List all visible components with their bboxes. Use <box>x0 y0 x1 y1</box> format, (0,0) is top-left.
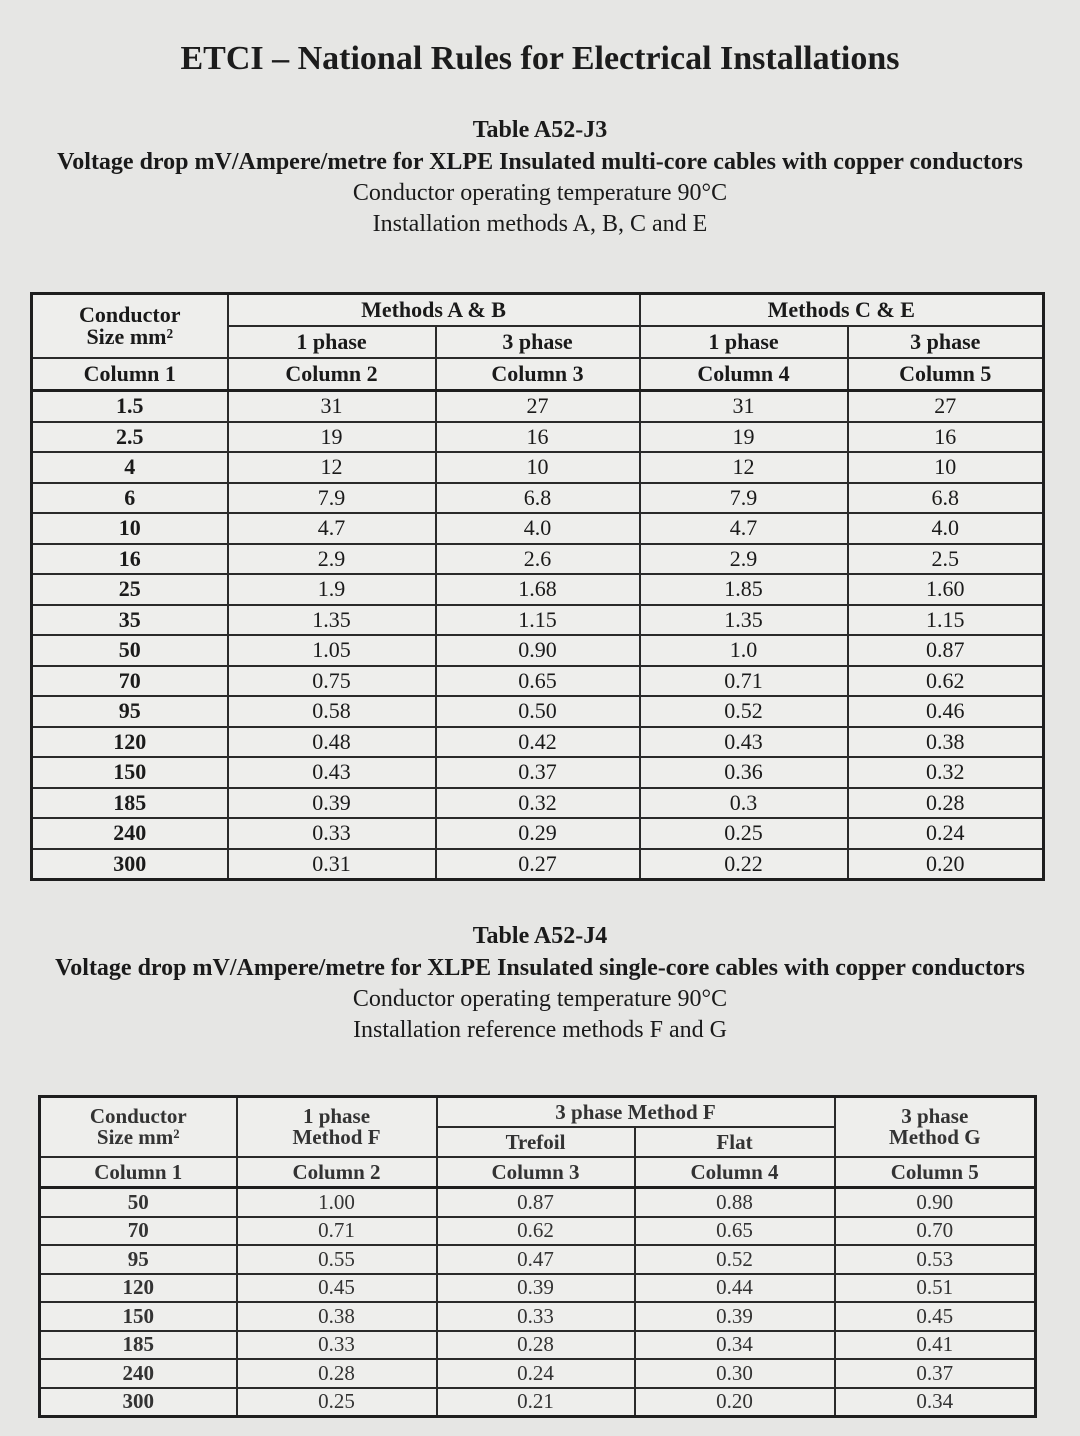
voltage-drop-cell: 16 <box>436 422 640 453</box>
voltage-drop-cell: 0.39 <box>228 788 436 819</box>
phase-label: 1 phase <box>302 1104 371 1128</box>
conductor-size-cell: 50 <box>32 635 228 666</box>
voltage-drop-cell: 0.88 <box>635 1188 835 1217</box>
voltage-drop-cell: 0.33 <box>237 1331 437 1360</box>
f-1phase-header <box>237 1097 437 1158</box>
voltage-drop-cell: 0.20 <box>848 849 1044 880</box>
voltage-drop-cell: 0.24 <box>437 1359 635 1388</box>
voltage-drop-cell: 2.9 <box>640 544 848 575</box>
column-5-label: Column 5 <box>835 1157 1036 1188</box>
table-row <box>40 1217 1036 1246</box>
table-row <box>32 391 1044 422</box>
column-3-label: Column 3 <box>437 1157 635 1188</box>
voltage-drop-cell: 2.6 <box>436 544 640 575</box>
table-row <box>32 574 1044 605</box>
conductor-size-cell: 70 <box>40 1217 237 1246</box>
voltage-drop-cell: 0.87 <box>437 1188 635 1217</box>
voltage-drop-cell: 0.33 <box>228 818 436 849</box>
voltage-drop-cell: 0.32 <box>848 757 1044 788</box>
conductor-label: Conductor <box>79 302 181 327</box>
voltage-drop-cell: 0.38 <box>848 727 1044 758</box>
table-row <box>32 818 1044 849</box>
voltage-drop-cell: 0.28 <box>437 1331 635 1360</box>
voltage-drop-cell: 0.47 <box>437 1245 635 1274</box>
voltage-drop-cell: 0.62 <box>437 1217 635 1246</box>
voltage-drop-cell: 0.45 <box>835 1302 1036 1331</box>
voltage-drop-cell: 0.28 <box>848 788 1044 819</box>
conductor-size-cell: 300 <box>32 849 228 880</box>
column-5-label: Column 5 <box>848 358 1044 391</box>
table-row <box>32 696 1044 727</box>
voltage-drop-cell: 0.55 <box>237 1245 437 1274</box>
voltage-drop-cell: 1.15 <box>436 605 640 636</box>
voltage-drop-cell: 4.0 <box>848 513 1044 544</box>
voltage-drop-cell: 0.45 <box>237 1274 437 1303</box>
voltage-drop-cell: 27 <box>436 391 640 422</box>
voltage-drop-cell: 19 <box>640 422 848 453</box>
table-j4-temperature: Conductor operating temperature 90°C <box>352 986 728 1012</box>
voltage-drop-cell: 0.32 <box>436 788 640 819</box>
table-j3-methods: Installation methods A, B, C and E <box>372 211 708 237</box>
voltage-drop-cell: 0.70 <box>835 1217 1036 1246</box>
voltage-drop-cell: 0.37 <box>436 757 640 788</box>
voltage-drop-cell: 0.24 <box>848 818 1044 849</box>
voltage-drop-cell: 0.39 <box>437 1274 635 1303</box>
table-j3-id: Table A52-J3 <box>472 117 608 143</box>
conductor-size-header <box>32 294 228 359</box>
voltage-drop-cell: 0.41 <box>835 1331 1036 1360</box>
voltage-drop-cell: 0.21 <box>437 1388 635 1417</box>
table-row <box>40 1188 1036 1217</box>
table-row <box>32 452 1044 483</box>
voltage-drop-cell: 0.30 <box>635 1359 835 1388</box>
method-label: Method F <box>292 1125 381 1149</box>
voltage-drop-cell: 12 <box>228 452 436 483</box>
table-row <box>32 666 1044 697</box>
size-unit-label: Size mm² <box>86 324 174 349</box>
flat-header: Flat <box>635 1127 835 1157</box>
voltage-drop-cell: 0.58 <box>228 696 436 727</box>
voltage-drop-cell: 2.5 <box>848 544 1044 575</box>
ab-1phase-header: 1 phase <box>228 326 436 358</box>
voltage-drop-cell: 10 <box>848 452 1044 483</box>
table-j3-caption <box>0 114 1080 240</box>
voltage-drop-cell: 0.42 <box>436 727 640 758</box>
voltage-drop-cell: 0.39 <box>635 1302 835 1331</box>
column-4-label: Column 4 <box>635 1157 835 1188</box>
column-4-label: Column 4 <box>640 358 848 391</box>
voltage-drop-cell: 0.48 <box>228 727 436 758</box>
page-title: ETCI – National Rules for Electrical Installations <box>180 40 900 77</box>
column-3-label: Column 3 <box>436 358 640 391</box>
voltage-drop-cell: 10 <box>436 452 640 483</box>
voltage-drop-cell: 4.7 <box>640 513 848 544</box>
table-j4-description: Voltage drop mV/Ampere/metre for XLPE Insulated single-core cables with copper conductors <box>55 955 1025 981</box>
voltage-drop-cell: 1.9 <box>228 574 436 605</box>
conductor-size-cell: 16 <box>32 544 228 575</box>
voltage-drop-cell: 0.29 <box>436 818 640 849</box>
conductor-size-cell: 185 <box>32 788 228 819</box>
table-row <box>32 422 1044 453</box>
voltage-drop-cell: 1.05 <box>228 635 436 666</box>
voltage-drop-cell: 0.36 <box>640 757 848 788</box>
voltage-drop-cell: 0.62 <box>848 666 1044 697</box>
conductor-size-cell: 2.5 <box>32 422 228 453</box>
voltage-drop-cell: 1.85 <box>640 574 848 605</box>
voltage-drop-cell: 0.43 <box>640 727 848 758</box>
voltage-drop-cell: 7.9 <box>228 483 436 514</box>
methods-ab-header: Methods A & B <box>228 294 640 327</box>
conductor-size-cell: 150 <box>40 1302 237 1331</box>
voltage-drop-cell: 12 <box>640 452 848 483</box>
conductor-size-cell: 10 <box>32 513 228 544</box>
table-row <box>32 483 1044 514</box>
conductor-size-cell: 120 <box>40 1274 237 1303</box>
voltage-drop-cell: 0.34 <box>635 1331 835 1360</box>
conductor-label: Conductor <box>89 1104 187 1128</box>
voltage-drop-cell: 0.50 <box>436 696 640 727</box>
size-unit-label: Size mm² <box>96 1125 180 1149</box>
trefoil-header: Trefoil <box>437 1127 635 1157</box>
voltage-drop-cell: 0.65 <box>436 666 640 697</box>
conductor-size-cell: 70 <box>32 666 228 697</box>
table-j4-methods: Installation reference methods F and G <box>353 1017 727 1043</box>
voltage-drop-cell: 0.53 <box>835 1245 1036 1274</box>
table-j4-body <box>40 1188 1036 1417</box>
voltage-drop-cell: 0.90 <box>436 635 640 666</box>
voltage-drop-cell: 0.52 <box>640 696 848 727</box>
table-row <box>32 513 1044 544</box>
voltage-drop-cell: 0.25 <box>237 1388 437 1417</box>
voltage-drop-cell: 0.46 <box>848 696 1044 727</box>
voltage-drop-cell: 0.25 <box>640 818 848 849</box>
voltage-drop-cell: 1.68 <box>436 574 640 605</box>
table-row <box>32 757 1044 788</box>
table-row <box>40 1274 1036 1303</box>
g-3phase-header <box>835 1097 1036 1158</box>
voltage-drop-cell: 0.31 <box>228 849 436 880</box>
voltage-drop-cell: 0.3 <box>640 788 848 819</box>
voltage-drop-cell: 31 <box>228 391 436 422</box>
voltage-drop-cell: 0.90 <box>835 1188 1036 1217</box>
voltage-drop-cell: 1.00 <box>237 1188 437 1217</box>
voltage-drop-cell: 0.71 <box>640 666 848 697</box>
table-row <box>40 1245 1036 1274</box>
table-row <box>32 788 1044 819</box>
methods-ce-header: Methods C & E <box>640 294 1044 327</box>
voltage-drop-table-j3 <box>30 292 1045 881</box>
conductor-size-cell: 150 <box>32 757 228 788</box>
phase-label: 3 phase <box>901 1104 969 1128</box>
table-j3-description: Voltage drop mV/Ampere/metre for XLPE Insulated multi-core cables with copper conductors <box>57 149 1023 175</box>
voltage-drop-cell: 0.44 <box>635 1274 835 1303</box>
conductor-size-cell: 240 <box>40 1359 237 1388</box>
conductor-size-cell: 300 <box>40 1388 237 1417</box>
conductor-size-cell: 185 <box>40 1331 237 1360</box>
voltage-drop-cell: 7.9 <box>640 483 848 514</box>
voltage-drop-cell: 4.7 <box>228 513 436 544</box>
table-row <box>40 1331 1036 1360</box>
voltage-drop-cell: 19 <box>228 422 436 453</box>
conductor-size-cell: 1.5 <box>32 391 228 422</box>
voltage-drop-cell: 0.75 <box>228 666 436 697</box>
voltage-drop-cell: 0.51 <box>835 1274 1036 1303</box>
voltage-drop-cell: 2.9 <box>228 544 436 575</box>
column-1-label: Column 1 <box>32 358 228 391</box>
f-3phase-header: 3 phase Method F <box>437 1097 835 1128</box>
voltage-drop-cell: 0.43 <box>228 757 436 788</box>
table-j3-body <box>32 391 1044 880</box>
ce-3phase-header: 3 phase <box>848 326 1044 358</box>
voltage-drop-cell: 1.35 <box>228 605 436 636</box>
conductor-size-cell: 4 <box>32 452 228 483</box>
conductor-size-cell: 120 <box>32 727 228 758</box>
voltage-drop-cell: 6.8 <box>436 483 640 514</box>
ce-1phase-header: 1 phase <box>640 326 848 358</box>
voltage-drop-cell: 0.71 <box>237 1217 437 1246</box>
table-j4-caption <box>0 920 1080 1046</box>
voltage-drop-cell: 0.22 <box>640 849 848 880</box>
table-row <box>40 1359 1036 1388</box>
voltage-drop-cell: 0.33 <box>437 1302 635 1331</box>
voltage-drop-cell: 1.35 <box>640 605 848 636</box>
voltage-drop-table-j4 <box>38 1095 1037 1418</box>
method-label: Method G <box>888 1125 981 1149</box>
conductor-size-cell: 50 <box>40 1188 237 1217</box>
voltage-drop-cell: 31 <box>640 391 848 422</box>
conductor-size-cell: 95 <box>40 1245 237 1274</box>
voltage-drop-cell: 0.27 <box>436 849 640 880</box>
table-row <box>32 849 1044 880</box>
column-1-label: Column 1 <box>40 1157 237 1188</box>
voltage-drop-cell: 6.8 <box>848 483 1044 514</box>
table-row <box>40 1388 1036 1417</box>
voltage-drop-cell: 0.52 <box>635 1245 835 1274</box>
column-2-label: Column 2 <box>228 358 436 391</box>
conductor-size-header <box>40 1097 237 1158</box>
conductor-size-cell: 35 <box>32 605 228 636</box>
voltage-drop-cell: 4.0 <box>436 513 640 544</box>
table-row <box>32 635 1044 666</box>
voltage-drop-cell: 0.65 <box>635 1217 835 1246</box>
voltage-drop-cell: 1.60 <box>848 574 1044 605</box>
voltage-drop-cell: 1.0 <box>640 635 848 666</box>
voltage-drop-cell: 1.15 <box>848 605 1044 636</box>
voltage-drop-cell: 0.28 <box>237 1359 437 1388</box>
table-row <box>32 605 1044 636</box>
voltage-drop-cell: 16 <box>848 422 1044 453</box>
table-row <box>40 1302 1036 1331</box>
table-j4-id: Table A52-J4 <box>472 923 608 949</box>
conductor-size-cell: 95 <box>32 696 228 727</box>
voltage-drop-cell: 27 <box>848 391 1044 422</box>
voltage-drop-cell: 0.34 <box>835 1388 1036 1417</box>
voltage-drop-cell: 0.38 <box>237 1302 437 1331</box>
table-j3-temperature: Conductor operating temperature 90°C <box>352 180 728 206</box>
table-row <box>32 544 1044 575</box>
voltage-drop-cell: 0.37 <box>835 1359 1036 1388</box>
conductor-size-cell: 240 <box>32 818 228 849</box>
ab-3phase-header: 3 phase <box>436 326 640 358</box>
conductor-size-cell: 25 <box>32 574 228 605</box>
voltage-drop-cell: 0.20 <box>635 1388 835 1417</box>
table-row <box>32 727 1044 758</box>
conductor-size-cell: 6 <box>32 483 228 514</box>
voltage-drop-cell: 0.87 <box>848 635 1044 666</box>
column-2-label: Column 2 <box>237 1157 437 1188</box>
